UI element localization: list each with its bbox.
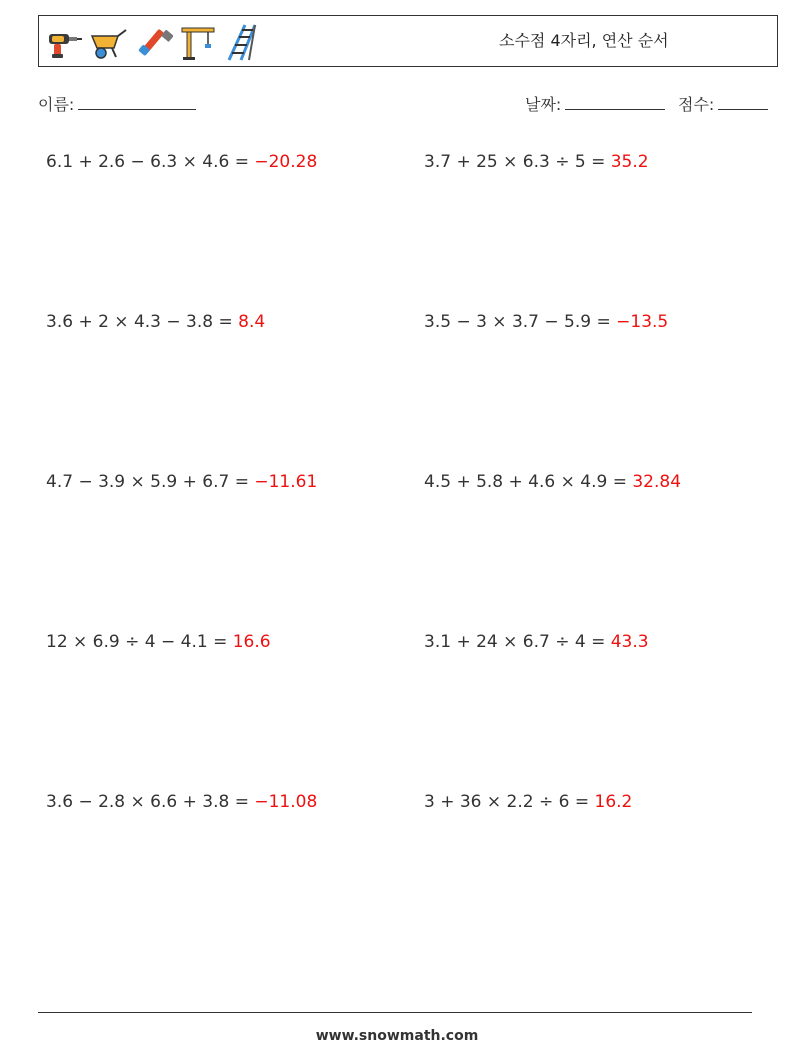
problem-1-expression: 6.1 + 2.6 − 6.3 × 4.6 = [46,152,255,172]
problem-7 [46,630,271,654]
name-blank-line[interactable] [78,93,196,110]
name-field[interactable] [38,93,196,115]
problem-9 [46,790,317,814]
date-label: 날짜: [525,95,562,114]
worksheet-title: 소수점 4자리, 연산 순서 [499,31,669,50]
pipe-wrench-icon [133,22,173,62]
problem-3-expression: 3.6 + 2 × 4.3 − 3.8 = [46,312,239,332]
score-field[interactable] [678,93,768,115]
problem-6-answer: 32.84 [632,472,682,492]
problem-8-answer: 43.3 [610,632,649,652]
date-field[interactable] [525,93,665,115]
score-blank-line[interactable] [718,93,768,110]
problem-1-answer: −20.28 [254,152,318,172]
problem-2-expression: 3.7 + 25 × 6.3 ÷ 5 = [424,152,611,172]
problem-2 [424,150,649,174]
problem-5-answer: −11.61 [254,472,318,492]
problem-7-expression: 12 × 6.9 ÷ 4 − 4.1 = [46,632,233,652]
problem-6 [424,470,681,494]
problem-4-expression: 3.5 − 3 × 3.7 − 5.9 = [424,312,617,332]
problem-7-answer: 16.6 [232,632,271,652]
header-icons [43,22,268,62]
footer-divider [38,1012,752,1013]
problem-6-expression: 4.5 + 5.8 + 4.6 × 4.9 = [424,472,633,492]
problem-10-answer: 16.2 [594,792,633,812]
problem-9-expression: 3.6 − 2.8 × 6.6 + 3.8 = [46,792,255,812]
ladder-icon [223,22,263,62]
problem-8-expression: 3.1 + 24 × 6.7 ÷ 4 = [424,632,611,652]
problem-1 [46,150,317,174]
problem-3-answer: 8.4 [238,312,266,332]
problem-9-answer: −11.08 [254,792,318,812]
problem-8 [424,630,649,654]
wheelbarrow-icon [88,22,128,62]
problem-4 [424,310,668,334]
header-box [38,15,778,67]
drill-icon [43,22,83,62]
footer-website[interactable]: www.snowmath.com [315,1028,479,1044]
score-label: 점수: [678,95,715,114]
problem-10 [424,790,632,814]
name-label: 이름: [38,95,75,114]
problem-4-answer: −13.5 [616,312,669,332]
problem-5-expression: 4.7 − 3.9 × 5.9 + 6.7 = [46,472,255,492]
crane-icon [178,22,218,62]
problem-2-answer: 35.2 [610,152,649,172]
problem-10-expression: 3 + 36 × 2.2 ÷ 6 = [424,792,595,812]
date-blank-line[interactable] [565,93,665,110]
problem-3 [46,310,265,334]
problem-5 [46,470,317,494]
